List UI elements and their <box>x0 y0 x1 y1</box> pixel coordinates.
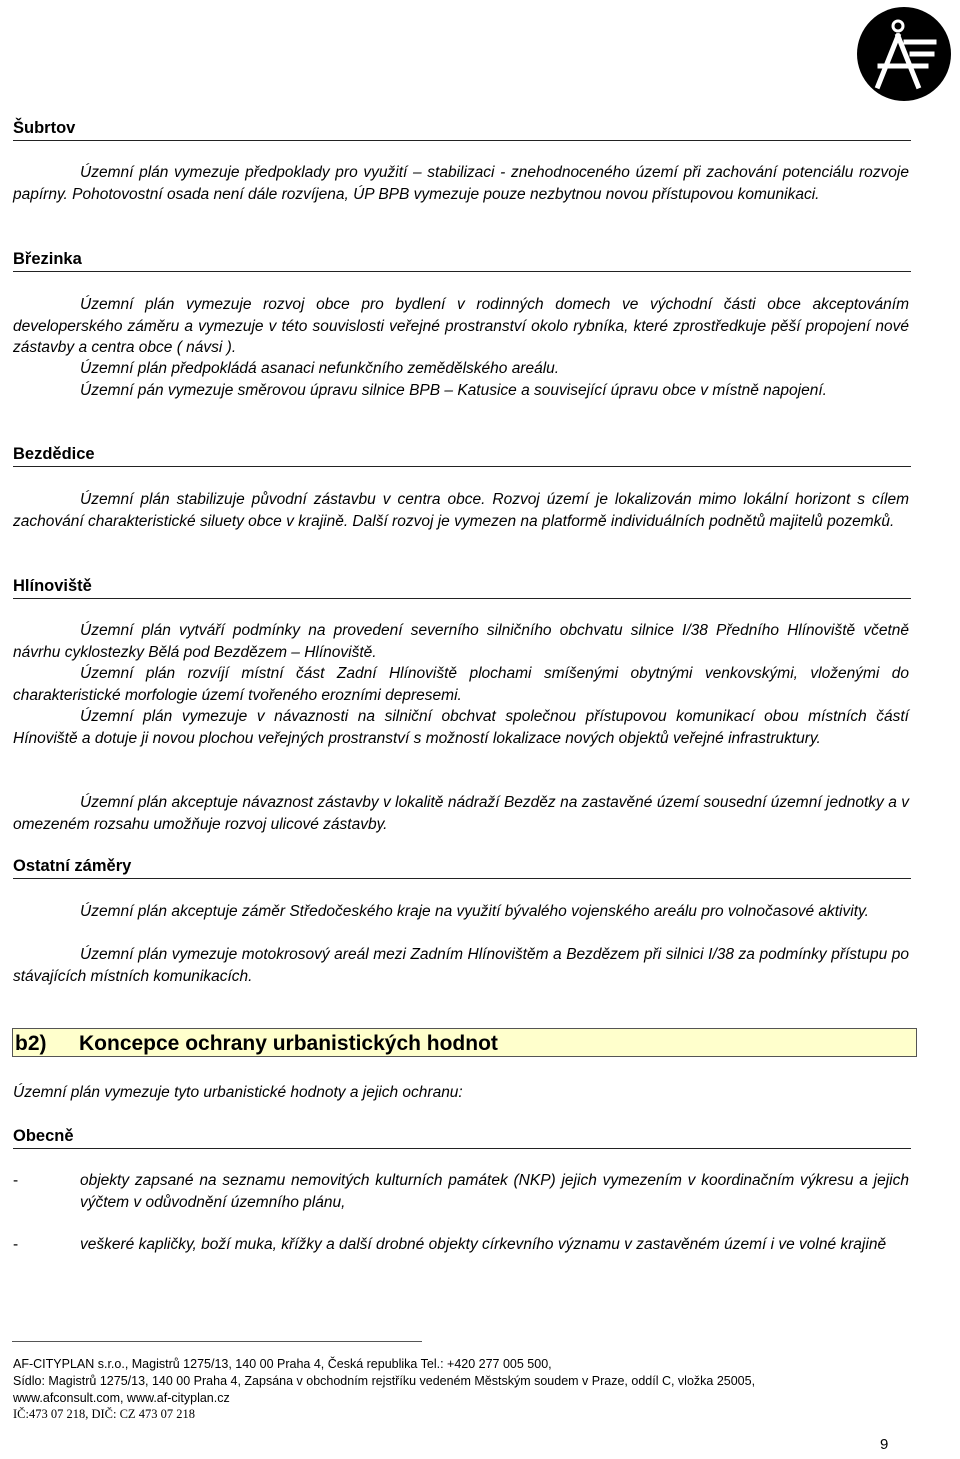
intro-text: Územní plán vymezuje tyto urbanistické hodnoty a jejich ochranu: <box>13 1084 463 1101</box>
section-heading-obecne: Obecně <box>13 1126 911 1149</box>
paragraph: Územní plán vymezuje v návaznosti na silniční obchvat společnou přístupovou komunikací obou místních částí Hínoviště a dotuje ji novou plochou veřejných prostranství s možností lokalizace nových objektů veřejné infrastruktury. <box>13 708 909 747</box>
footer-divider <box>12 1341 422 1342</box>
section-heading-hlinoviste: Hlínoviště <box>13 576 911 599</box>
page-number: 9 <box>880 1436 889 1453</box>
paragraph: Územní plán rozvíjí místní část Zadní Hlínoviště plochami smíšenými obytnými venkovskými, vloženými do charakteristické morfologie území tvořeného erozními depresemi. <box>13 665 909 704</box>
paragraph: Územní plán akceptuje záměr Středočeského kraje na využití bývalého vojenského areálu pro volnočasové aktivity. <box>80 903 869 920</box>
af-logo-icon <box>856 6 952 102</box>
paragraph: Územní plán stabilizuje původní zástavbu v centra obce. Rozvoj území je lokalizován mimo lokální horizont s cílem zachování charakteristické siluety obce v krajině. Další rozvoj je vymezen na platformě individuálních podnětů majitelů pozemků. <box>13 491 909 530</box>
footer-line: AF-CITYPLAN s.r.o., Magistrů 1275/13, 140 00 Praha 4, Česká republika Tel.: +420 277 005 500, <box>13 1357 552 1371</box>
list-item-text: objekty zapsané na seznamu nemovitých kulturních památek (NKP) jejich vymezením v koordinačním výkresu a jejich výčtem v odůvodnění územního plánu, <box>80 1172 909 1211</box>
list-dash: - <box>13 1236 19 1253</box>
list-item <box>13 1170 909 1213</box>
list-dash: - <box>13 1172 19 1189</box>
paragraph: Územní plán předpokládá asanaci nefunkčního zemědělského areálu. <box>80 360 560 377</box>
paragraph: Územní plán vymezuje motokrosový areál mezi Zadním Hlínovištěm a Bezdězem při silnici I/38 za podmínky přístupu po stávajících místních komunikacích. <box>13 946 909 985</box>
section-heading-ostatni: Ostatní záměry <box>13 856 911 879</box>
section-title-bar <box>12 1028 917 1057</box>
paragraph: Územní plán vymezuje předpoklady pro využití – stabilizaci - znehodnoceného území při zachování potenciálu rozvoje papírny. Pohotovostní osada není dále rozvíjena, ÚP BPB vymezuje pouze nezbytnou novou přístupovou komunikaci. <box>13 164 909 203</box>
section-heading-subrtov: Šubrtov <box>13 118 911 141</box>
footer-ids: IČ:473 07 218, DIČ: CZ 473 07 218 <box>13 1407 195 1421</box>
paragraph: Územní plán vymezuje rozvoj obce pro bydlení v rodinných domech ve východní části obce akceptováním developerského záměru a vymezuje v této souvislosti veřejné prostranství okolo rybníka, které zprostředkuje pěší propojení nové zástavby a centra obce ( návsi ). <box>13 296 909 356</box>
paragraph: Územní plán vytváří podmínky na provedení severního silničního obchvatu silnice I/38 Předního Hlínoviště včetně návrhu cyklostezky Bělá pod Bezdězem – Hlínoviště. <box>13 622 909 661</box>
list-item <box>13 1234 909 1256</box>
paragraph: Územní pán vymezuje směrovou úpravu silnice BPB – Katusice a související úpravu obce v místně napojení. <box>80 382 827 399</box>
list-item-text: veškeré kapličky, boží muka, křížky a další drobné objekty církevního významu v zastavěném území i ve volné krajině <box>80 1236 887 1253</box>
section-number: b2) <box>15 1032 47 1055</box>
section-heading-bezdedice: Bezdědice <box>13 444 911 467</box>
footer-links[interactable]: www.afconsult.com, www.af-cityplan.cz <box>13 1391 230 1405</box>
footer-line: Sídlo: Magistrů 1275/13, 140 00 Praha 4, Zapsána v obchodním rejstříku vedeném Městským soudem v Praze, oddíl C, vložka 25005, <box>13 1374 756 1388</box>
section-title: Koncepce ochrany urbanistických hodnot <box>79 1032 498 1055</box>
section-heading-brezinka: Březinka <box>13 249 911 272</box>
paragraph: Územní plán akceptuje návaznost zástavby v lokalitě nádraží Bezděz na zastavěné území sousední územní jednotky a v omezeném rozsahu umožňuje rozvoj ulicové zástavby. <box>13 794 909 833</box>
